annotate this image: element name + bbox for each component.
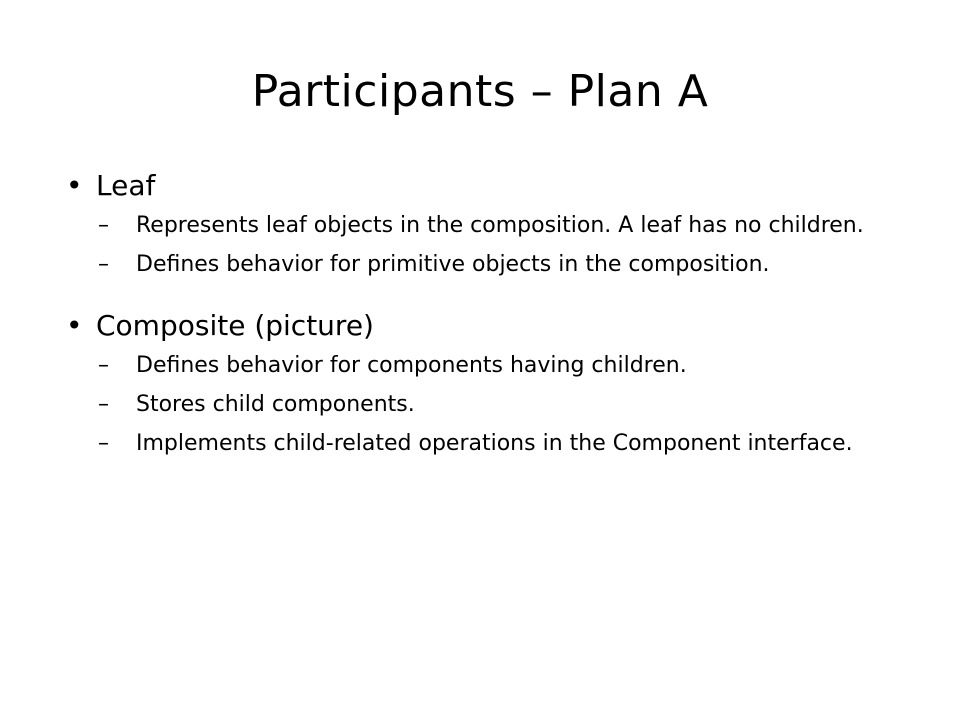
dash-icon: – [98,252,109,277]
sub-item-text: Represents leaf objects in the composition. A leaf has no children. [136,213,864,238]
sub-item [62,212,922,239]
bullet-leaf [62,166,922,206]
bullet-dot-icon: • [66,309,83,342]
bullet-composite [62,306,922,346]
sub-item-text: Stores child components. [136,392,415,417]
bullet-dot-icon: • [66,169,83,202]
slide-content [62,166,922,469]
dash-icon: – [98,353,109,378]
sub-item [62,251,922,278]
sub-item-text: Defines behavior for primitive objects in the composition. [136,252,770,277]
bullet-heading: Composite (picture) [96,309,374,342]
section-leaf [62,166,922,278]
dash-icon: – [98,392,109,417]
sub-item [62,391,922,418]
bullet-heading: Leaf [96,169,156,202]
sub-item-text: Implements child-related operations in the Component interface. [136,431,853,456]
sub-item-text: Defines behavior for components having children. [136,353,687,378]
sub-list-leaf [62,212,922,278]
slide-title: Participants – Plan A [251,66,709,117]
sub-item [62,430,922,457]
sub-item [62,352,922,379]
dash-icon: – [98,213,109,238]
sub-list-composite [62,352,922,457]
section-composite [62,306,922,457]
dash-icon: – [98,431,109,456]
